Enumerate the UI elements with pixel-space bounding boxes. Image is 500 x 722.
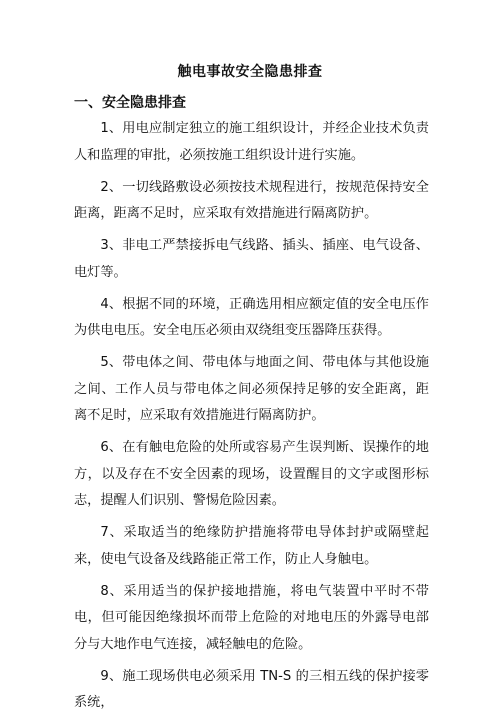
paragraph-7: 7、采取适当的绝缘防护措施将带电导体封护或隔壁起来，使电气设备及线路能正常工作，防止人身触电。 [74,525,429,567]
paragraph-5: 5、带电体之间、带电体与地面之间、带电体与其他设施之间、工作人员与带电体之间必须保持足够的安全距离，距离不足时，应采取有效措施进行隔离防护。 [74,355,429,423]
paragraph-8: 8、采用适当的保护接地措施，将电气装置中平时不带电，但可能因绝缘损坏而带上危险的对地电压的外露导电部分与大地作电气连接，减轻触电的危险。 [74,583,429,652]
document-body [74,116,429,722]
paragraph-9: 9、施工现场供电必须采用 TN-S 的三相五线的保护接零系统， [74,668,429,710]
section-heading: 一、安全隐患排查 [74,95,186,111]
paragraph-6: 6、在有触电危险的处所或容易产生误判断、误操作的地方，以及存在不安全因素的现场，设置醒目的文字或图形标志，提醒人们识别、警惕危险因素。 [74,440,429,508]
paragraph-1: 1、用电应制定独立的施工组织设计，并经企业技术负责人和监理的审批，必须按施工组织设计进行实施。 [74,121,429,163]
paragraph-2: 2、一切线路敷设必须按技术规程进行，按规范保持安全距离，距离不足时，应采取有效措施进行隔离防护。 [74,179,429,221]
paragraph-4: 4、根据不同的环境，正确选用相应额定值的安全电压作为供电电压。安全电压必须由双绕组变压器降压获得。 [74,296,429,338]
document-title: 触电事故安全隐患排查 [177,64,323,80]
paragraph-3: 3、非电工严禁接拆电气线路、插头、插座、电气设备、电灯等。 [74,238,429,280]
